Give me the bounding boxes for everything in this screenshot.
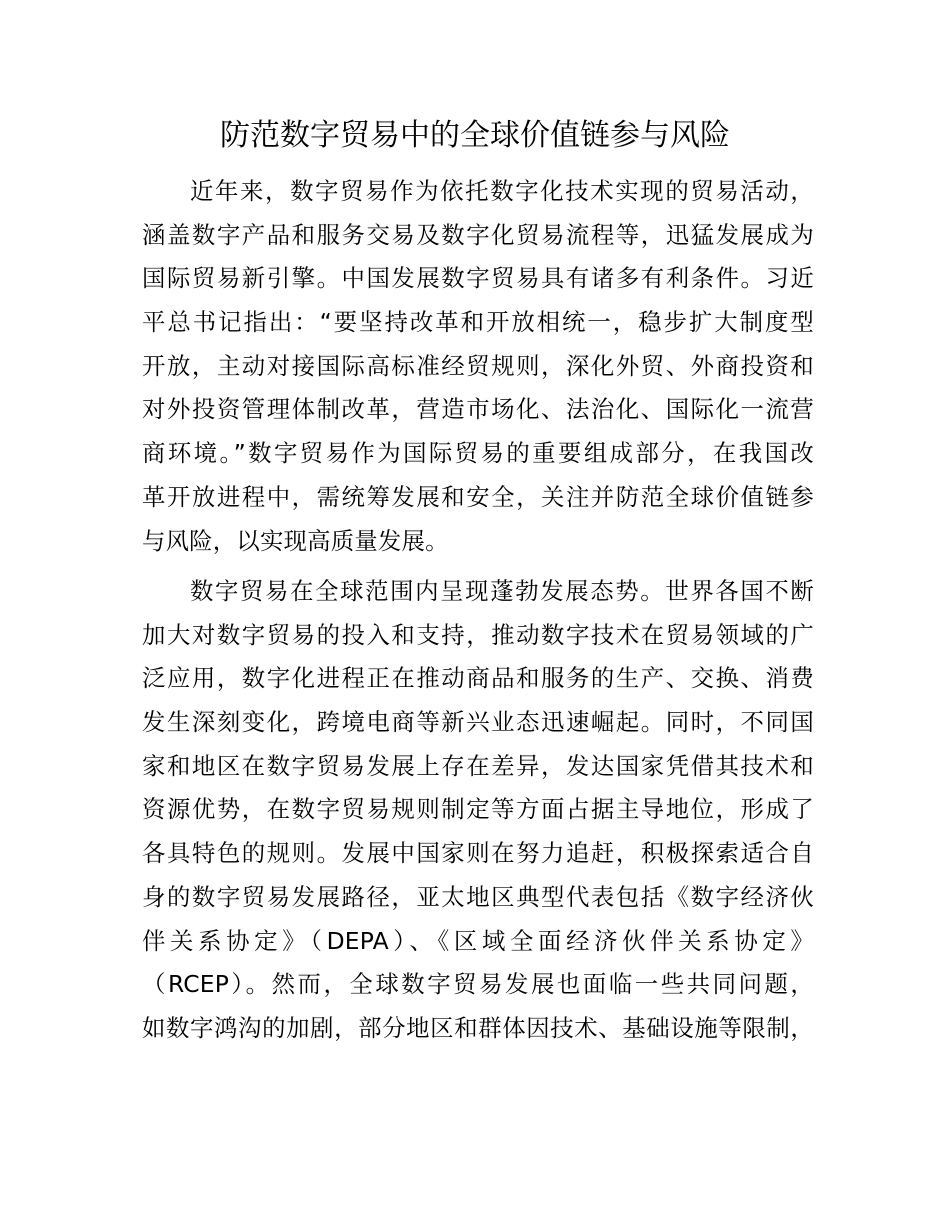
paragraph-line: 资源优势，在数字贸易规则制定等方面占据主导地位，形成了 <box>142 795 814 824</box>
paragraph-line: 近年来，数字贸易作为依托数字化技术实现的贸易活动， <box>190 177 814 205</box>
paragraph-2 <box>142 570 814 1051</box>
paragraph-line: 数字贸易在全球范围内呈现蓬勃发展态势。世界各国不断 <box>190 577 814 605</box>
paragraph-line: 发生深刻变化，跨境电商等新兴业态迅速崛起。同时，不同国 <box>142 708 814 737</box>
paragraph-line: 各具特色的规则。发展中国家则在努力追赶，积极探索适合自 <box>142 839 814 868</box>
paragraph-line: 对外投资管理体制改革，营造市场化、法治化、国际化一流营 <box>142 395 814 424</box>
paragraph-line: （RCEP）。然而，全球数字贸易发展也面临一些共同问题， <box>142 970 814 999</box>
document-title: 防范数字贸易中的全球价值链参与风险 <box>220 118 730 153</box>
paragraph-line: 家和地区在数字贸易发展上存在差异，发达国家凭借其技术和 <box>142 751 814 780</box>
paragraph-line: 国际贸易新引擎。中国发展数字贸易具有诸多有利条件。习近 <box>142 264 814 293</box>
paragraph-line: 如数字鸿沟的加剧，部分地区和群体因技术、基础设施等限制， <box>142 1013 814 1042</box>
paragraph-1 <box>142 170 814 563</box>
paragraph-line: 伴关系协定》（DEPA）、《区域全面经济伙伴关系协定》 <box>142 926 814 955</box>
paragraph-line: 加大对数字贸易的投入和支持，推动数字技术在贸易领域的广 <box>142 620 814 649</box>
paragraph-line: 身的数字贸易发展路径，亚太地区典型代表包括《数字经济伙 <box>142 882 814 911</box>
paragraph-line: 开放，主动对接国际高标准经贸规则，深化外贸、外商投资和 <box>142 351 814 380</box>
paragraph-line: 与风险，以实现高质量发展。 <box>142 526 449 555</box>
paragraph-line: 革开放进程中，需统筹发展和安全，关注并防范全球价值链参 <box>142 482 814 511</box>
paragraph-line: 涵盖数字产品和服务交易及数字化贸易流程等，迅猛发展成为 <box>142 220 814 249</box>
paragraph-line: 商环境。”数字贸易作为国际贸易的重要组成部分，在我国改 <box>142 439 814 468</box>
paragraph-line: 泛应用，数字化进程正在推动商品和服务的生产、交换、消费 <box>142 664 814 693</box>
paragraph-line: 平总书记指出：“要坚持改革和开放相统一，稳步扩大制度型 <box>142 308 814 337</box>
